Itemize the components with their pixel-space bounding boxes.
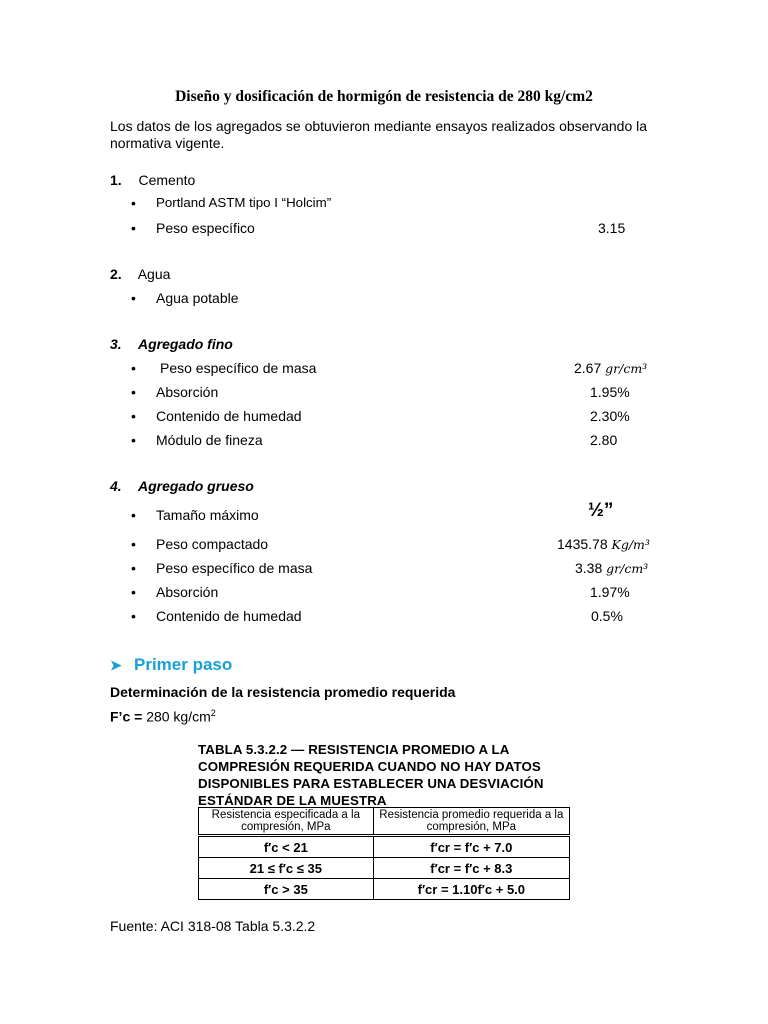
- intro-paragraph: Los datos de los agregados se obtuvieron mediante ensayos realizados observando la normativa vigente.: [110, 118, 648, 151]
- section-heading: Agregado fino: [137, 336, 233, 352]
- section-heading: Cemento: [138, 172, 196, 188]
- bullet-icon: •: [131, 507, 136, 523]
- table-row: [199, 858, 570, 879]
- section-agregado-fino: [110, 336, 233, 352]
- table-header: Resistencia promedio requerida a la compresión, MPa: [373, 808, 569, 836]
- item-label: Contenido de humedad: [156, 408, 302, 424]
- fc-label: F’c =: [110, 708, 143, 725]
- section-number: 3.: [110, 336, 122, 352]
- item-unit: gr/cm³: [606, 561, 649, 576]
- item-value: 3.38 gr/cm³: [575, 560, 649, 576]
- table-header: Resistencia especificada a la compresión, MPa: [199, 808, 374, 836]
- item-unit: gr/cm³: [605, 361, 648, 376]
- fc-line: [110, 708, 216, 725]
- table-cell: f′c > 35: [199, 879, 374, 900]
- item-value: 1.97%: [590, 584, 630, 600]
- table-row: [199, 879, 570, 900]
- bullet-icon: •: [131, 195, 136, 211]
- table-cell: 21 ≤ f′c ≤ 35: [199, 858, 374, 879]
- item-label: Peso específico de masa: [156, 560, 313, 576]
- item-label: Agua potable: [156, 290, 239, 306]
- section-number: 2.: [110, 266, 122, 282]
- item-label: Peso compactado: [156, 536, 269, 552]
- aci-table: [198, 807, 570, 900]
- bullet-icon: •: [131, 408, 136, 424]
- item-value: 2.30%: [590, 408, 630, 424]
- bullet-icon: •: [131, 536, 136, 552]
- item-label: Módulo de fineza: [156, 432, 263, 448]
- item-value: 0.5%: [591, 608, 623, 624]
- section-agregado-grueso: [110, 478, 254, 494]
- bullet-icon: •: [131, 220, 136, 236]
- item-label: Peso específico de masa: [160, 360, 317, 376]
- item-value: 3.15: [598, 220, 626, 236]
- table-cell: f′cr = f′c + 7.0: [373, 836, 569, 858]
- table-row: [199, 836, 570, 858]
- section-agua: [110, 266, 170, 282]
- item-value: 2.67 gr/cm³: [574, 360, 648, 376]
- step-heading: ➤ Primer paso: [110, 655, 233, 674]
- bullet-icon: •: [131, 432, 136, 448]
- table-cell: f′cr = 1.10f′c + 5.0: [373, 879, 569, 900]
- table-cell: f′cr = f′c + 8.3: [373, 858, 569, 879]
- bullet-icon: •: [131, 608, 136, 624]
- document-title: Diseño y dosificación de hormigón de resistencia de 280 kg/cm2: [175, 88, 593, 105]
- item-label: Tamaño máximo: [156, 507, 259, 523]
- bullet-icon: •: [131, 384, 136, 400]
- item-label: Peso específico: [156, 220, 255, 236]
- bullet-icon: •: [131, 560, 136, 576]
- item-value: 2.80: [590, 432, 618, 448]
- item-value: 1435.78 Kg/m³: [557, 536, 650, 552]
- bullet-icon: •: [131, 360, 136, 376]
- section-heading: Agregado grueso: [137, 478, 254, 494]
- section-cemento: [110, 172, 195, 188]
- item-value: ½”: [588, 500, 614, 521]
- fc-superscript: 2: [210, 708, 216, 718]
- step-subheading: Determinación de la resistencia promedio requerida: [110, 684, 456, 700]
- bullet-icon: •: [131, 584, 136, 600]
- bullet-icon: •: [131, 290, 136, 306]
- item-value: 1.95%: [590, 384, 630, 400]
- section-number: 1.: [110, 172, 122, 188]
- fc-value: 280 kg/cm: [146, 708, 211, 725]
- item-unit: Kg/m³: [611, 537, 650, 552]
- table-cell: f′c < 21: [199, 836, 374, 858]
- item-label: Portland ASTM tipo I “Holcim”: [156, 195, 332, 210]
- source-note: Fuente: ACI 318-08 Tabla 5.3.2.2: [110, 918, 316, 934]
- section-heading: Agua: [137, 266, 171, 282]
- aci-table-title: TABLA 5.3.2.2 — RESISTENCIA PROMEDIO A LA COMPRESIÓN REQUERIDA CUANDO NO HAY DATOS DISPONIBLES PARA ESTABLECER UNA DESVIACIÓN ESTÁNDAR DE LA MUESTRA: [198, 742, 544, 808]
- item-label: Absorción: [156, 384, 219, 400]
- arrow-bullet-icon: ➤: [110, 657, 122, 673]
- section-number: 4.: [110, 478, 122, 494]
- item-label: Absorción: [156, 584, 219, 600]
- item-label: Contenido de humedad: [156, 608, 302, 624]
